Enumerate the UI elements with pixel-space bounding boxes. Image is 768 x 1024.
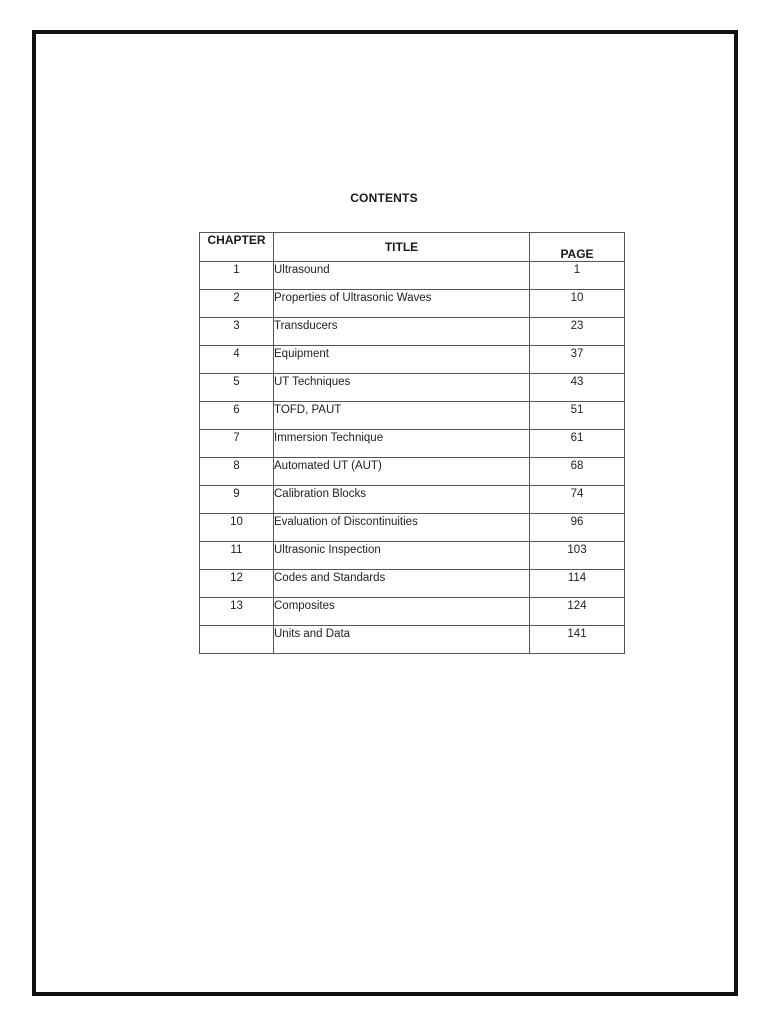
chapter-number: 4 — [200, 346, 274, 374]
chapter-number — [200, 626, 274, 654]
chapter-number: 5 — [200, 374, 274, 402]
table-header-row — [200, 233, 625, 262]
chapter-number: 12 — [200, 570, 274, 598]
chapter-title: Properties of Ultrasonic Waves — [274, 290, 530, 318]
page-number: 96 — [530, 514, 625, 542]
table-row — [200, 598, 625, 626]
chapter-title: Equipment — [274, 346, 530, 374]
page-number: 51 — [530, 402, 625, 430]
table-row — [200, 458, 625, 486]
page-number: 141 — [530, 626, 625, 654]
contents-heading: CONTENTS — [350, 191, 418, 205]
chapter-number: 3 — [200, 318, 274, 346]
page-column-header: PAGE — [530, 233, 625, 262]
page-number: 10 — [530, 290, 625, 318]
page-number: 23 — [530, 318, 625, 346]
page-number: 37 — [530, 346, 625, 374]
table-row — [200, 486, 625, 514]
chapter-number: 10 — [200, 514, 274, 542]
page-number: 124 — [530, 598, 625, 626]
table-row — [200, 542, 625, 570]
page-number: 1 — [530, 262, 625, 290]
chapter-title: Ultrasound — [274, 262, 530, 290]
chapter-title: Transducers — [274, 318, 530, 346]
table-row — [200, 374, 625, 402]
chapter-number: 7 — [200, 430, 274, 458]
chapter-title: Units and Data — [274, 626, 530, 654]
chapter-title: Composites — [274, 598, 530, 626]
table-row — [200, 570, 625, 598]
page-number: 103 — [530, 542, 625, 570]
chapter-number: 9 — [200, 486, 274, 514]
table-row — [200, 318, 625, 346]
table-row — [200, 346, 625, 374]
table-row — [200, 430, 625, 458]
chapter-title: Codes and Standards — [274, 570, 530, 598]
table-row — [200, 626, 625, 654]
table-row — [200, 402, 625, 430]
page-number: 114 — [530, 570, 625, 598]
chapter-number: 2 — [200, 290, 274, 318]
chapter-title: Automated UT (AUT) — [274, 458, 530, 486]
page-number: 43 — [530, 374, 625, 402]
chapter-number: 11 — [200, 542, 274, 570]
chapter-title: Immersion Technique — [274, 430, 530, 458]
chapter-title: UT Techniques — [274, 374, 530, 402]
page-number: 74 — [530, 486, 625, 514]
chapter-title: TOFD, PAUT — [274, 402, 530, 430]
chapter-number: 1 — [200, 262, 274, 290]
table-row — [200, 290, 625, 318]
chapter-title: Ultrasonic Inspection — [274, 542, 530, 570]
title-column-header: TITLE — [274, 233, 530, 262]
chapter-column-header: CHAPTER — [200, 233, 274, 262]
contents-table — [199, 232, 625, 654]
chapter-title: Calibration Blocks — [274, 486, 530, 514]
chapter-title: Evaluation of Discontinuities — [274, 514, 530, 542]
page-number: 61 — [530, 430, 625, 458]
chapter-number: 6 — [200, 402, 274, 430]
table-row — [200, 262, 625, 290]
chapter-number: 13 — [200, 598, 274, 626]
table-row — [200, 514, 625, 542]
chapter-number: 8 — [200, 458, 274, 486]
page-number: 68 — [530, 458, 625, 486]
